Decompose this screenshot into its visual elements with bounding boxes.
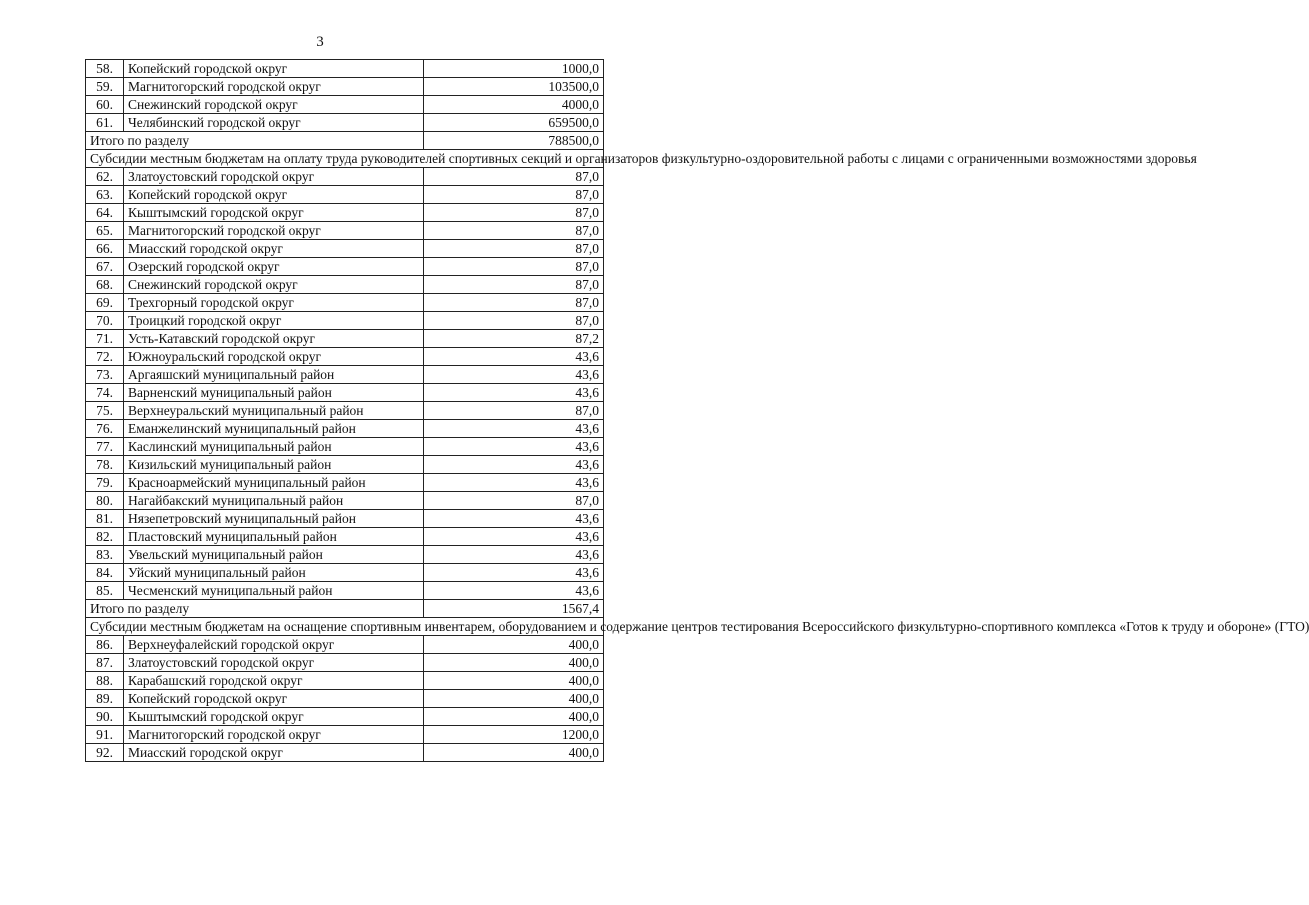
section-total-row bbox=[86, 600, 604, 618]
row-number: 64. bbox=[86, 204, 124, 222]
amount-value: 87,0 bbox=[424, 492, 604, 510]
table-row bbox=[86, 510, 604, 528]
municipality-name: Нагайбакский муниципальный район bbox=[124, 492, 424, 510]
amount-value: 103500,0 bbox=[424, 78, 604, 96]
row-number: 91. bbox=[86, 726, 124, 744]
table-row bbox=[86, 672, 604, 690]
table-row bbox=[86, 474, 604, 492]
amount-value: 43,6 bbox=[424, 546, 604, 564]
table-row bbox=[86, 294, 604, 312]
municipality-name: Пластовский муниципальный район bbox=[124, 528, 424, 546]
table-row bbox=[86, 690, 604, 708]
row-number: 70. bbox=[86, 312, 124, 330]
amount-value: 87,0 bbox=[424, 240, 604, 258]
municipality-name: Магнитогорский городской округ bbox=[124, 78, 424, 96]
row-number: 79. bbox=[86, 474, 124, 492]
municipality-name: Копейский городской округ bbox=[124, 60, 424, 78]
amount-value: 400,0 bbox=[424, 636, 604, 654]
municipality-name: Увельский муниципальный район bbox=[124, 546, 424, 564]
municipality-name: Златоустовский городской округ bbox=[124, 654, 424, 672]
municipality-name: Снежинский городской округ bbox=[124, 96, 424, 114]
row-number: 81. bbox=[86, 510, 124, 528]
row-number: 63. bbox=[86, 186, 124, 204]
municipality-name: Варненский муниципальный район bbox=[124, 384, 424, 402]
municipality-name: Магнитогорский городской округ bbox=[124, 726, 424, 744]
row-number: 87. bbox=[86, 654, 124, 672]
section-heading-row bbox=[86, 150, 604, 168]
row-number: 84. bbox=[86, 564, 124, 582]
amount-value: 87,0 bbox=[424, 294, 604, 312]
row-number: 75. bbox=[86, 402, 124, 420]
row-number: 61. bbox=[86, 114, 124, 132]
amount-value: 87,0 bbox=[424, 258, 604, 276]
amount-value: 43,6 bbox=[424, 384, 604, 402]
row-number: 66. bbox=[86, 240, 124, 258]
table-row bbox=[86, 582, 604, 600]
row-number: 68. bbox=[86, 276, 124, 294]
municipality-name: Красноармейский муниципальный район bbox=[124, 474, 424, 492]
municipality-name: Троицкий городской округ bbox=[124, 312, 424, 330]
table-row bbox=[86, 348, 604, 366]
row-number: 90. bbox=[86, 708, 124, 726]
municipality-name: Каслинский муниципальный район bbox=[124, 438, 424, 456]
amount-value: 400,0 bbox=[424, 744, 604, 762]
row-number: 88. bbox=[86, 672, 124, 690]
table-row bbox=[86, 564, 604, 582]
section-heading-row bbox=[86, 618, 604, 636]
table-row bbox=[86, 528, 604, 546]
table-row bbox=[86, 312, 604, 330]
row-number: 74. bbox=[86, 384, 124, 402]
row-number: 67. bbox=[86, 258, 124, 276]
table-row bbox=[86, 366, 604, 384]
row-number: 76. bbox=[86, 420, 124, 438]
table-row bbox=[86, 384, 604, 402]
table-row bbox=[86, 276, 604, 294]
table-row bbox=[86, 114, 604, 132]
amount-value: 1200,0 bbox=[424, 726, 604, 744]
municipality-name: Верхнеуфалейский городской округ bbox=[124, 636, 424, 654]
table-row bbox=[86, 204, 604, 222]
municipality-name: Верхнеуральский муниципальный район bbox=[124, 402, 424, 420]
municipality-name: Миасский городской округ bbox=[124, 240, 424, 258]
municipality-name: Уйский муниципальный район bbox=[124, 564, 424, 582]
row-number: 65. bbox=[86, 222, 124, 240]
municipality-name: Кыштымский городской округ bbox=[124, 708, 424, 726]
table-row bbox=[86, 60, 604, 78]
table-row bbox=[86, 744, 604, 762]
municipality-name: Нязепетровский муниципальный район bbox=[124, 510, 424, 528]
row-number: 73. bbox=[86, 366, 124, 384]
table-row bbox=[86, 438, 604, 456]
table-row bbox=[86, 240, 604, 258]
table-row bbox=[86, 222, 604, 240]
row-number: 83. bbox=[86, 546, 124, 564]
amount-value: 87,0 bbox=[424, 186, 604, 204]
row-number: 78. bbox=[86, 456, 124, 474]
municipality-name: Еманжелинский муниципальный район bbox=[124, 420, 424, 438]
section-total-label: Итого по разделу bbox=[86, 600, 424, 618]
table-row bbox=[86, 258, 604, 276]
municipality-name: Усть-Катавский городской округ bbox=[124, 330, 424, 348]
table-row bbox=[86, 186, 604, 204]
amount-value: 43,6 bbox=[424, 528, 604, 546]
row-number: 86. bbox=[86, 636, 124, 654]
amount-value: 4000,0 bbox=[424, 96, 604, 114]
amount-value: 87,2 bbox=[424, 330, 604, 348]
section-heading: Субсидии местным бюджетам на оснащение спортивным инвентарем, оборудованием и содержание центров тестирования Всероссийского физкультурно-спортивного комплекса «Готов к труду и обороне» (ГТО) bbox=[86, 618, 604, 636]
municipality-name: Кизильский муниципальный район bbox=[124, 456, 424, 474]
amount-value: 400,0 bbox=[424, 708, 604, 726]
amount-value: 43,6 bbox=[424, 420, 604, 438]
amount-value: 43,6 bbox=[424, 438, 604, 456]
amount-value: 87,0 bbox=[424, 276, 604, 294]
amount-value: 87,0 bbox=[424, 312, 604, 330]
municipality-name: Аргаяшский муниципальный район bbox=[124, 366, 424, 384]
table-row bbox=[86, 402, 604, 420]
row-number: 69. bbox=[86, 294, 124, 312]
amount-value: 43,6 bbox=[424, 582, 604, 600]
amount-value: 87,0 bbox=[424, 222, 604, 240]
municipality-name: Южноуральский городской округ bbox=[124, 348, 424, 366]
amount-value: 43,6 bbox=[424, 474, 604, 492]
row-number: 80. bbox=[86, 492, 124, 510]
amount-value: 87,0 bbox=[424, 168, 604, 186]
municipality-name: Трехгорный городской округ bbox=[124, 294, 424, 312]
table-row bbox=[86, 726, 604, 744]
amount-value: 43,6 bbox=[424, 564, 604, 582]
municipality-name: Миасский городской округ bbox=[124, 744, 424, 762]
row-number: 58. bbox=[86, 60, 124, 78]
table-row bbox=[86, 708, 604, 726]
amount-value: 400,0 bbox=[424, 654, 604, 672]
amount-value: 87,0 bbox=[424, 402, 604, 420]
table-row bbox=[86, 420, 604, 438]
municipality-name: Челябинский городской округ bbox=[124, 114, 424, 132]
municipality-name: Магнитогорский городской округ bbox=[124, 222, 424, 240]
section-total-value: 1567,4 bbox=[424, 600, 604, 618]
municipality-name: Копейский городской округ bbox=[124, 690, 424, 708]
municipality-name: Чесменский муниципальный район bbox=[124, 582, 424, 600]
amount-value: 87,0 bbox=[424, 204, 604, 222]
amount-value: 43,6 bbox=[424, 366, 604, 384]
municipality-name: Кыштымский городской округ bbox=[124, 204, 424, 222]
row-number: 59. bbox=[86, 78, 124, 96]
table-row bbox=[86, 546, 604, 564]
amount-value: 43,6 bbox=[424, 456, 604, 474]
amount-value: 659500,0 bbox=[424, 114, 604, 132]
amount-value: 43,6 bbox=[424, 510, 604, 528]
budget-table-body bbox=[86, 60, 1309, 762]
section-total-label: Итого по разделу bbox=[86, 132, 424, 150]
budget-table bbox=[85, 59, 1309, 762]
page-number: 3 bbox=[316, 34, 324, 50]
table-row bbox=[86, 78, 604, 96]
section-heading: Субсидии местным бюджетам на оплату труда руководителей спортивных секций и организаторов физкультурно-оздоровительной работы с лицами с ограниченными возможностями здоровья bbox=[86, 150, 604, 168]
section-total-value: 788500,0 bbox=[424, 132, 604, 150]
row-number: 89. bbox=[86, 690, 124, 708]
table-row bbox=[86, 168, 604, 186]
row-number: 82. bbox=[86, 528, 124, 546]
table-row bbox=[86, 96, 604, 114]
table-row bbox=[86, 456, 604, 474]
section-total-row bbox=[86, 132, 604, 150]
row-number: 77. bbox=[86, 438, 124, 456]
municipality-name: Карабашский городской округ bbox=[124, 672, 424, 690]
municipality-name: Озерский городской округ bbox=[124, 258, 424, 276]
municipality-name: Копейский городской округ bbox=[124, 186, 424, 204]
table-row bbox=[86, 636, 604, 654]
amount-value: 400,0 bbox=[424, 690, 604, 708]
table-row bbox=[86, 654, 604, 672]
amount-value: 400,0 bbox=[424, 672, 604, 690]
row-number: 62. bbox=[86, 168, 124, 186]
municipality-name: Снежинский городской округ bbox=[124, 276, 424, 294]
row-number: 85. bbox=[86, 582, 124, 600]
row-number: 72. bbox=[86, 348, 124, 366]
amount-value: 43,6 bbox=[424, 348, 604, 366]
row-number: 92. bbox=[86, 744, 124, 762]
row-number: 60. bbox=[86, 96, 124, 114]
municipality-name: Златоустовский городской округ bbox=[124, 168, 424, 186]
row-number: 71. bbox=[86, 330, 124, 348]
table-row bbox=[86, 330, 604, 348]
amount-value: 1000,0 bbox=[424, 60, 604, 78]
table-row bbox=[86, 492, 604, 510]
